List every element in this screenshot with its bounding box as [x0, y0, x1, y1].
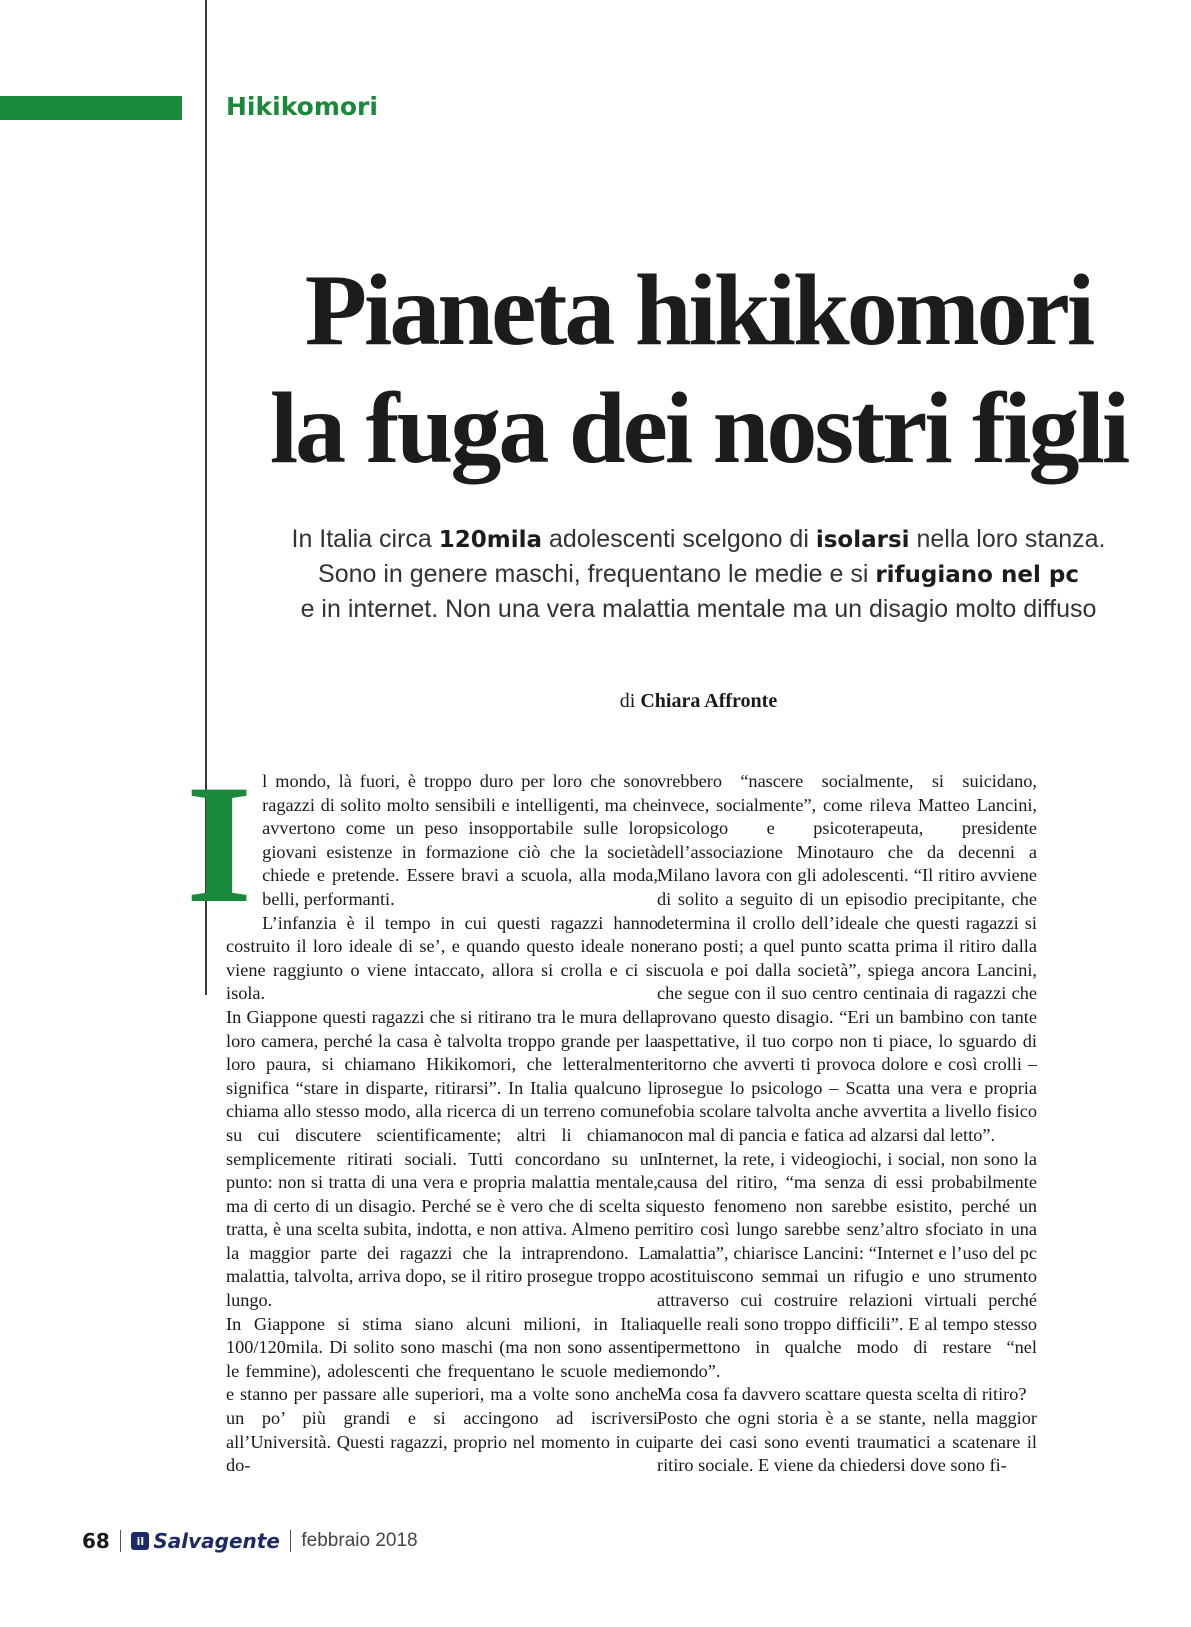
footer-divider	[290, 1530, 292, 1552]
paragraph: Ma cosa fa davvero scattare questa scelta di ritiro?	[657, 1384, 1027, 1405]
deck-highlight: rifugiano nel pc	[875, 562, 1079, 588]
issue-date: febbraio 2018	[301, 1530, 418, 1551]
page-number: 68	[82, 1529, 110, 1553]
section-color-bar	[0, 96, 182, 120]
byline	[206, 690, 1191, 713]
paragraph: Posto che ogni storia è a se stante, nella maggior parte dei casi sono eventi traumatici a scatenare il ritiro sociale. E viene da chiedersi dove sono fi-	[657, 1408, 1037, 1476]
section-label: Hikikomori	[226, 92, 378, 121]
headline-line-2: la fuga dei nostri figli	[269, 372, 1128, 485]
deck-line-2: Sono in genere maschi, frequentano le medie e si rifugiano nel pc	[318, 560, 1079, 588]
logo-badge-icon: il	[131, 1532, 149, 1550]
byline-prefix: di	[619, 690, 636, 712]
paragraph: In Giappone questi ragazzi che si ritirano tra le mura della loro camera, perché la casa è talvolta troppo grande per la loro paura, si chiamano Hikikomori, che letteralmente significa “stare in disparte, ritirarsi”. In Italia qualcuno li chiama allo stesso modo, alla ricerca di un terreno comune su cui discutere scientificamente; altri li chiamano semplicemente ritirati sociali. Tutti concordano su un punto: non si tratta di una vera e propria malattia mentale, ma di certo di un disagio. Perché se è vero che di scelta si tratta, è una scelta subita, indotta, e non attiva. Almeno per la maggior parte dei ragazzi che la intraprendono. La malattia, talvolta, arriva dopo, se il ritiro prosegue troppo a lungo.	[226, 1006, 658, 1311]
drop-cap: I	[186, 750, 253, 938]
deck-line-1: In Italia circa 120mila adolescenti scelgono di isolarsi nella loro stanza.	[291, 525, 1106, 553]
deck-highlight: 120mila	[438, 527, 543, 553]
paragraph: vrebbero “nascere socialmente, si suicidano, invece, socialmente”, come rileva Matteo Lancini, psicologo e psicoterapeuta, presidente dell’associazione Minotauro che da decenni a Milano lavora con gli adolescenti. “Il ritiro avviene di solito a seguito di un episodio precipitante, che determina il crollo dell’ideale che questi ragazzi si erano posti; a quel punto scatta prima il ritiro dalla scuola e poi dalla società”, spiega ancora Lancini, che segue con il suo centro centinaia di ragazzi che provano questo disagio. “Eri un bambino con tante aspettative, il tuo corpo non ti piace, lo sguardo di ritorno che avverti ti provoca dolore e così crolli – prosegue lo psicologo – Scatta una vera e propria fobia scolare talvolta anche avvertita a livello fisico con mal di pancia e fatica ad alzarsi dal letto”.	[657, 771, 1037, 1145]
page-footer	[82, 1526, 418, 1556]
paragraph: In Giappone si stima siano alcuni milioni, in Italia 100/120mila. Di solito sono maschi (ma non sono assenti le femmine), adolescenti che frequentano le scuole medie e stanno per passare alle superiori, ma a volte sono anche un po’ più grandi e si accingono ad iscriversi all’Università. Questi ragazzi, proprio nel momento in cui do-	[226, 1313, 658, 1476]
deck-subtitle	[206, 522, 1191, 626]
magazine-logo	[131, 1529, 280, 1553]
footer-divider	[120, 1530, 122, 1552]
deck-highlight: isolarsi	[815, 527, 910, 553]
article-column-1	[186, 750, 658, 1478]
deck-line-3: e in internet. Non una vera malattia mentale ma un disagio molto diffuso	[300, 595, 1097, 623]
paragraph: L’infanzia è il tempo in cui questi ragazzi hanno costruito il loro ideale di se’, e quando questo ideale non viene raggiunto o viene intaccato, allora si crolla e ci si isola.	[226, 912, 658, 1004]
byline-author: Chiara Affronte	[640, 690, 778, 712]
article-column-2	[657, 770, 1037, 1478]
logo-text: Salvagente	[153, 1529, 280, 1553]
paragraph: Internet, la rete, i videogiochi, i social, non sono la causa del ritiro, “ma senza di essi probabilmente questo fenomeno non sarebbe esistito, perché un ritiro così lungo sarebbe senz’altro sfociato in una malattia”, chiarisce Lancini: “Internet e l’uso del pc costituiscono semmai un rifugio e uno strumento attraverso cui costruire relazioni virtuali perché quelle reali sono troppo difficili”. E al tempo stesso permettono in qualche modo di restare “nel mondo”.	[657, 1148, 1037, 1381]
headline	[206, 252, 1191, 488]
paragraph: Il mondo, là fuori, è troppo duro per loro che sono ragazzi di solito molto sensibili e intelligenti, ma che avvertono come un peso insopportabile sulle loro giovani esistenze in formazione ciò che la società chiede e pretende. Essere bravi a scuola, alla moda, belli, performanti.	[186, 750, 658, 938]
headline-line-1: Pianeta hikikomori	[304, 254, 1093, 367]
